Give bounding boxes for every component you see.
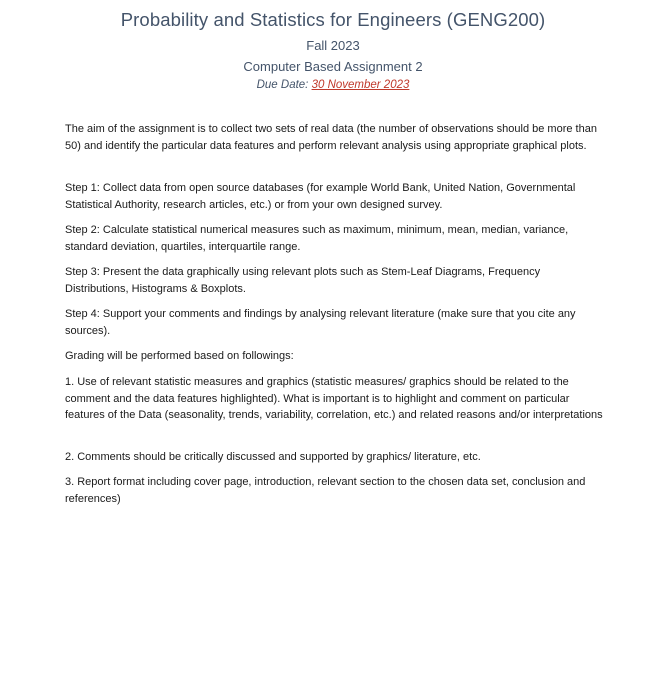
document-title: Probability and Statistics for Engineers (GENG200) (120, 9, 546, 30)
grading-item-3: 3. Report format including cover page, introduction, relevant section to the chosen data set, conclusion and references) (65, 476, 586, 505)
assignment-label: Computer Based Assignment 2 (243, 59, 423, 74)
due-date-value: 30 November 2023 (311, 79, 410, 91)
grading-intro-paragraph: Grading will be performed based on followings: (65, 350, 294, 362)
step-4-paragraph: Step 4: Support your comments and findings by analysing relevant literature (make sure that you cite any sources). (65, 308, 576, 337)
due-date-line (0, 79, 666, 91)
step-2-paragraph: Step 2: Calculate statistical numerical measures such as maximum, minimum, mean, median, variance, standard deviation, quartiles, interquartile range. (65, 224, 569, 253)
step-3-paragraph: Step 3: Present the data graphically using relevant plots such as Stem-Leaf Diagrams, Frequency Distributions, Histograms & Boxplots. (65, 266, 541, 295)
grading-item-1: 1. Use of relevant statistic measures and graphics (statistic measures/ graphics should be related to the comment and the data features highlighted). What is important is to highlight and comment on particular features of the Data (seasonality, trends, variability, correlation, etc.) and related reasons and/or interpretations (65, 376, 603, 421)
step-1-paragraph: Step 1: Collect data from open source databases (for example World Bank, United Nation, Governmental Statistical Authority, research articles, etc.) or from your own designed survey. (65, 182, 576, 211)
intro-paragraph: The aim of the assignment is to collect two sets of real data (the number of observations should be more than 50) and identify the particular data features and perform relevant analysis using appropriate graphical plots. (65, 123, 597, 152)
grading-item-2: 2. Comments should be critically discussed and supported by graphics/ literature, etc. (65, 451, 481, 463)
due-date-label: Due Date: (256, 79, 312, 91)
term-label: Fall 2023 (306, 38, 360, 53)
